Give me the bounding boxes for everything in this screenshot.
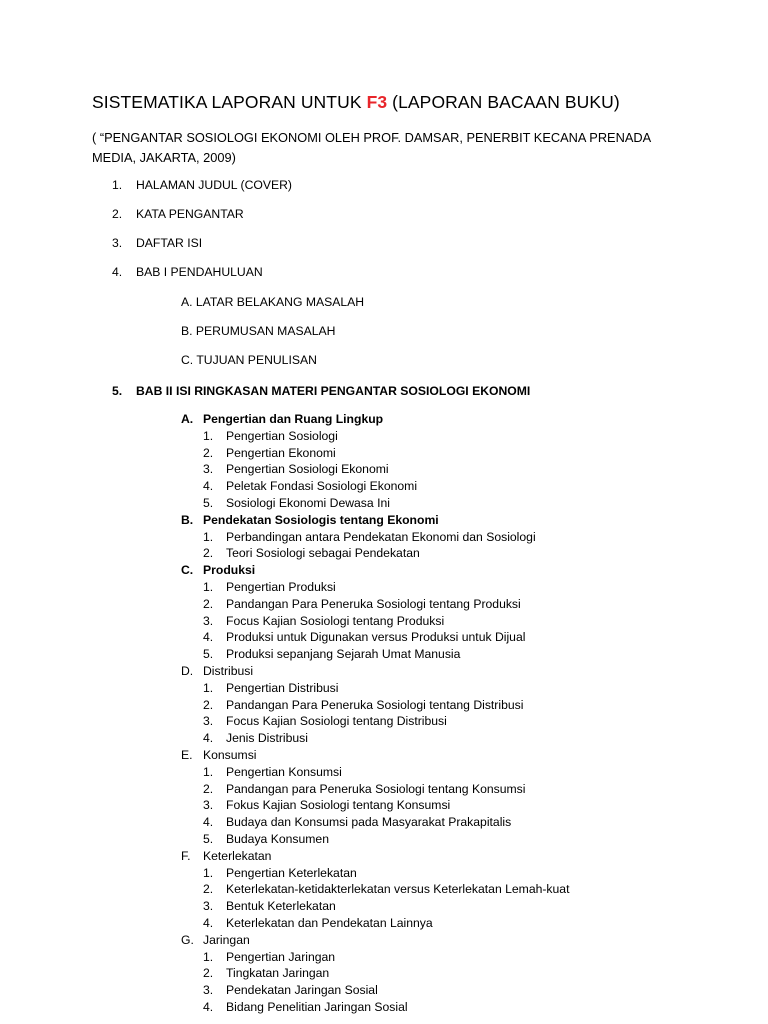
- subitem-number: 1.: [203, 428, 214, 443]
- section-subitem: [203, 765, 342, 779]
- subitem-label: Focus Kajian Sosiologi tentang Distribusi: [226, 714, 447, 729]
- subitem-label: Pengertian Produksi: [226, 580, 336, 594]
- subitem-number: 4.: [203, 479, 214, 494]
- title-prefix: SISTEMATIKA LAPORAN UNTUK: [92, 92, 367, 112]
- section-subitem: [203, 983, 378, 997]
- section-subitem: [203, 429, 338, 443]
- section-subitem: [203, 630, 525, 644]
- subitem-label: Keterlekatan dan Pendekatan Lainnya: [226, 916, 433, 930]
- section-subitem: [203, 798, 450, 812]
- subitem-number: 1.: [203, 680, 214, 695]
- subitem-number: 2.: [203, 781, 214, 796]
- bab1-subitem: B. PERUMUSAN MASALAH: [181, 324, 336, 338]
- bab1-subitem: A. LATAR BELAKANG MASALAH: [181, 295, 365, 309]
- main-item: [112, 384, 530, 398]
- main-item: [112, 265, 263, 279]
- page-title: [92, 92, 620, 113]
- subitem-number: 2.: [203, 697, 214, 712]
- section-subitem: [203, 546, 420, 560]
- subitem-number: 1.: [203, 949, 214, 964]
- subitem-number: 3.: [203, 899, 214, 914]
- main-item: [112, 207, 244, 221]
- subitem-number: 1.: [203, 580, 214, 594]
- section-letter: C.: [181, 563, 194, 578]
- title-suffix: (LAPORAN BACAAN BUKU): [387, 92, 620, 112]
- subitem-label: Bidang Penelitian Jaringan Sosial: [226, 1000, 408, 1014]
- subitem-label: Pandangan para Peneruka Sosiologi tentang Konsumsi: [226, 781, 526, 796]
- section-subitem: [203, 832, 329, 846]
- section-subitem: [203, 647, 460, 661]
- section-subitem: [203, 597, 521, 611]
- section-heading: [181, 412, 383, 426]
- section-title: Distribusi: [203, 664, 254, 678]
- subitem-number: 3.: [203, 462, 214, 477]
- subitem-number: 3.: [203, 983, 214, 998]
- subitem-label: Pengertian Distribusi: [226, 680, 339, 695]
- subitem-label: Pengertian Sosiologi: [226, 428, 338, 443]
- section-subitem: [203, 479, 417, 493]
- section-subitem: [203, 782, 525, 796]
- subitem-label: Pengertian Keterlekatan: [226, 865, 357, 880]
- subitem-number: 4.: [203, 630, 214, 645]
- subitem-number: 4.: [203, 916, 214, 930]
- bab1-subitem: C. TUJUAN PENULISAN: [181, 353, 317, 367]
- subitem-label: Budaya Konsumen: [226, 832, 329, 846]
- subitem-number: 2.: [203, 546, 214, 561]
- main-item-number: 2.: [112, 207, 123, 221]
- subitem-number: 4.: [203, 731, 214, 746]
- main-item-number: 3.: [112, 236, 123, 250]
- subitem-number: 5.: [203, 496, 214, 510]
- section-subitem: [203, 681, 338, 695]
- subitem-label: Jenis Distribusi: [226, 731, 308, 746]
- subitem-number: 1.: [203, 764, 214, 779]
- section-title: Keterlekatan: [203, 848, 272, 863]
- section-subitem: [203, 714, 447, 728]
- section-heading: [181, 933, 250, 947]
- section-subitem: [203, 446, 336, 460]
- main-item-number: 4.: [112, 265, 123, 279]
- subitem-number: 2.: [203, 882, 214, 897]
- subitem-label: Pengertian Jaringan: [226, 949, 336, 964]
- subitem-label: Focus Kajian Sosiologi tentang Produksi: [226, 613, 445, 628]
- subitem-label: Pengertian Konsumsi: [226, 764, 342, 779]
- section-subitem: [203, 815, 511, 829]
- section-subitem: [203, 916, 433, 930]
- section-subitem: [203, 462, 389, 476]
- subitem-label: Tingkatan Jaringan: [226, 966, 330, 981]
- main-item-label: BAB I PENDAHULUAN: [136, 265, 263, 279]
- title-highlight: F3: [366, 92, 388, 112]
- section-title: Pengertian dan Ruang Lingkup: [203, 412, 384, 426]
- subitem-label: Sosiologi Ekonomi Dewasa Ini: [226, 496, 390, 510]
- section-title: Produksi: [203, 563, 256, 578]
- subitem-number: 5.: [203, 832, 214, 846]
- section-heading: [181, 563, 255, 577]
- subitem-label: Pengertian Sosiologi Ekonomi: [226, 462, 389, 477]
- section-heading: [181, 849, 271, 863]
- section-subitem: [203, 966, 329, 980]
- subitem-number: 4.: [203, 1000, 214, 1014]
- section-subitem: [203, 580, 336, 594]
- main-item-number: 1.: [112, 178, 123, 192]
- section-subitem: [203, 1000, 408, 1014]
- subitem-label: Perbandingan antara Pendekatan Ekonomi dan Sosiologi: [226, 529, 536, 544]
- subitem-label: Produksi sepanjang Sejarah Umat Manusia: [226, 647, 461, 662]
- section-letter: D.: [181, 664, 194, 678]
- subitem-label: Teori Sosiologi sebagai Pendekatan: [226, 546, 420, 561]
- subitem-number: 2.: [203, 445, 214, 460]
- main-item: [112, 236, 202, 250]
- section-letter: E.: [181, 748, 193, 762]
- subitem-label: Peletak Fondasi Sosiologi Ekonomi: [226, 479, 418, 494]
- section-heading: [181, 513, 439, 527]
- section-subitem: [203, 530, 536, 544]
- section-subitem: [203, 882, 569, 896]
- main-item-label: KATA PENGANTAR: [136, 207, 244, 221]
- section-subitem: [203, 731, 308, 745]
- main-item: [112, 178, 292, 192]
- subitem-number: 1.: [203, 529, 214, 544]
- section-heading: [181, 664, 253, 678]
- section-letter: F.: [181, 848, 191, 863]
- section-subitem: [203, 614, 444, 628]
- section-subitem: [203, 899, 336, 913]
- subitem-label: Budaya dan Konsumsi pada Masyarakat Prakapitalis: [226, 815, 512, 830]
- section-title: Konsumsi: [203, 748, 257, 762]
- section-letter: G.: [181, 932, 194, 947]
- subitem-label: Fokus Kajian Sosiologi tentang Konsumsi: [226, 798, 451, 813]
- subitem-label: Bentuk Keterlekatan: [226, 899, 336, 914]
- main-item-label: DAFTAR ISI: [136, 236, 203, 250]
- main-item-label: HALAMAN JUDUL (COVER): [136, 178, 292, 192]
- subitem-number: 5.: [203, 647, 214, 662]
- section-title: Pendekatan Sosiologis tentang Ekonomi: [203, 512, 439, 527]
- main-item-label: BAB II ISI RINGKASAN MATERI PENGANTAR SOSIOLOGI EKONOMI: [136, 384, 531, 398]
- subitem-number: 4.: [203, 815, 214, 830]
- subitem-number: 3.: [203, 798, 214, 813]
- section-subitem: [203, 496, 390, 510]
- subitem-number: 2.: [203, 596, 214, 611]
- subitem-number: 3.: [203, 613, 214, 628]
- subitem-label: Keterlekatan-ketidakterlekatan versus Keterlekatan Lemah-kuat: [226, 882, 570, 897]
- section-letter: A.: [181, 412, 194, 426]
- section-heading: [181, 748, 257, 762]
- main-item-number: 5.: [112, 384, 123, 398]
- section-title: Jaringan: [203, 932, 250, 947]
- subitem-label: Pandangan Para Peneruka Sosiologi tentang Distribusi: [226, 697, 524, 712]
- section-subitem: [203, 866, 357, 880]
- subitem-label: Produksi untuk Digunakan versus Produksi untuk Dijual: [226, 630, 526, 645]
- section-letter: B.: [181, 512, 194, 527]
- section-subitem: [203, 950, 335, 964]
- section-subitem: [203, 698, 523, 712]
- subitem-label: Pandangan Para Peneruka Sosiologi tentang Produksi: [226, 596, 521, 611]
- subitem-number: 1.: [203, 865, 214, 880]
- subitem-number: 2.: [203, 966, 214, 981]
- book-reference: ( “PENGANTAR SOSIOLOGI EKONOMI OLEH PROF. DAMSAR, PENERBIT KECANA PRENADA MEDIA, JAKARTA, 2009): [92, 130, 651, 165]
- subitem-label: Pendekatan Jaringan Sosial: [226, 983, 378, 998]
- subitem-number: 3.: [203, 714, 214, 729]
- subitem-label: Pengertian Ekonomi: [226, 445, 336, 460]
